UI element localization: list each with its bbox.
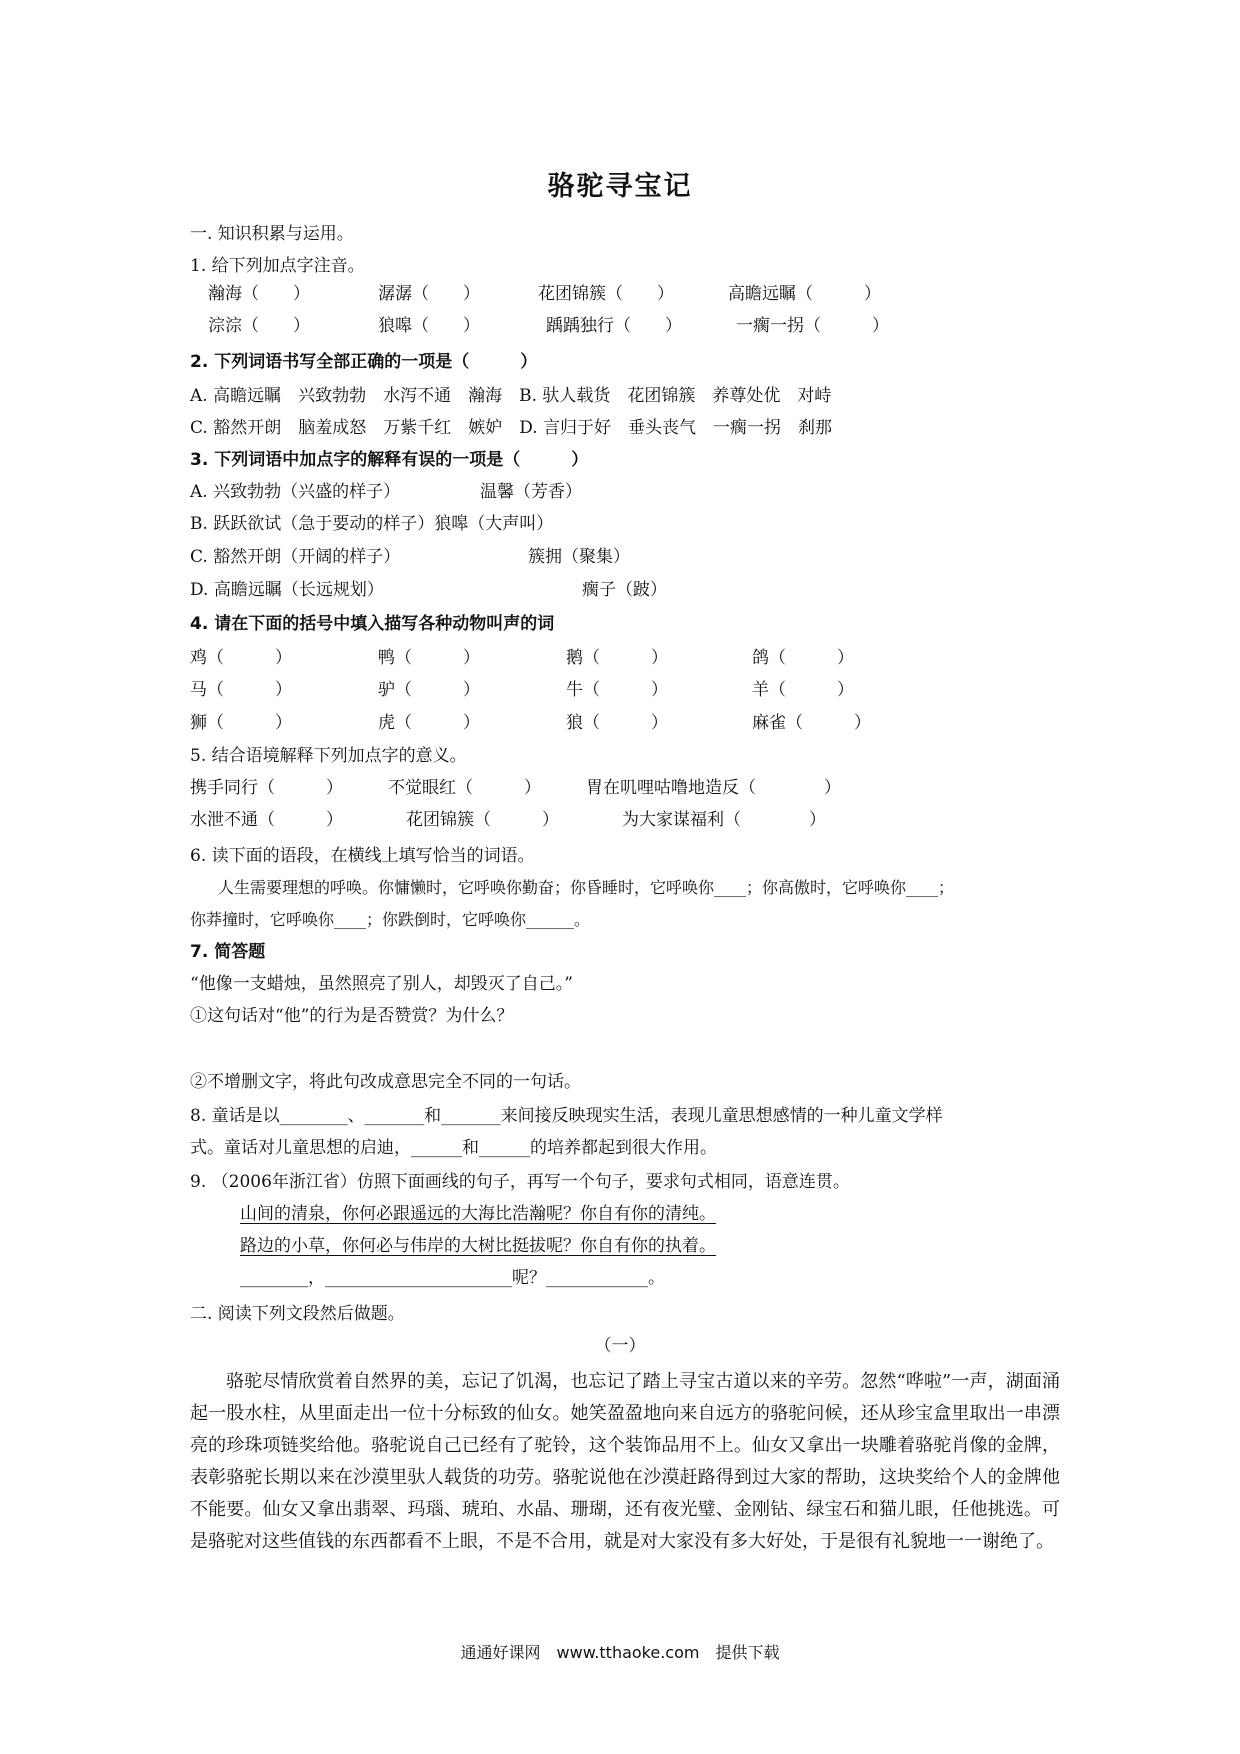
q1-item: 狼嗥（ ） [378, 316, 480, 336]
q6-label: 6. 读下面的语段，在横线上填写恰当的词语。 [190, 846, 535, 866]
reading-part-label: （一） [594, 1336, 646, 1356]
q3-label: 3. 下列词语中加点字的解释有误的一项是（ ） [190, 450, 589, 470]
q3-option-second: 簇拥（聚集） [528, 547, 630, 567]
q1-label: 1. 给下列加点字注音。 [190, 256, 365, 276]
q2-label: 2. 下列词语书写全部正确的一项是（ ） [190, 352, 538, 372]
q3-option: C. 豁然开朗（开阔的样子） [190, 547, 401, 567]
q1-item: 花团锦簇（ ） [538, 284, 674, 304]
q5-item: 为大家谋福利（ ） [622, 810, 826, 830]
section-2-heading: 二. 阅读下列文段然后做题。 [190, 1304, 405, 1324]
q4-item: 羊（ ） [752, 680, 854, 700]
q3-option: A. 兴致勃勃（兴盛的样子） [190, 482, 401, 502]
q4-item: 鸽（ ） [752, 648, 854, 668]
q5-item: 花团锦簇（ ） [406, 810, 559, 830]
section-1-heading: 一. 知识积累与运用。 [190, 224, 354, 244]
q4-item: 麻雀（ ） [752, 713, 871, 733]
q1-item: 踽踽独行（ ） [546, 316, 682, 336]
q5-label: 5. 结合语境解释下列加点字的意义。 [190, 746, 467, 766]
q2-option: A. 高瞻远瞩 兴致勃勃 水泻不通 瀚海 B. 驮人载货 花团锦簇 养尊处优 对峙 [190, 386, 832, 406]
q4-item: 鸡（ ） [190, 648, 292, 668]
q4-item: 狼（ ） [566, 713, 668, 733]
q1-item: 一瘸一拐（ ） [736, 316, 889, 336]
page-title: 骆驼寻宝记 [547, 171, 693, 202]
q5-item: 胃在叽哩咕噜地造反（ ） [586, 778, 841, 798]
q6-passage-line: 你莽撞时，它呼唤你____；你跌倒时，它呼唤你______。 [190, 910, 591, 929]
q3-option-second: 瘸子（跛） [582, 580, 667, 600]
q7-quote: “他像一支蜡烛，虽然照亮了别人，却毁灭了自己。” [190, 974, 573, 994]
q4-item: 鸭（ ） [378, 648, 480, 668]
q4-item: 狮（ ） [190, 713, 292, 733]
q5-item: 携手同行（ ） [190, 778, 343, 798]
q7-label: 7. 简答题 [190, 942, 266, 962]
reading-passage: 骆驼尽情欣赏着自然界的美，忘记了饥渴，也忘记了踏上寻宝古道以来的辛劳。忽然“哗啦”一声，湖面涌起一股水柱，从里面走出一位十分标致的仙女。她笑盈盈地向来自远方的骆驼问候，还从珍宝盒里取出一串漂亮的珍珠项链奖给他。骆驼说自己已经有了驼铃，这个装饰品用不上。仙女又拿出一块雕着骆驼肖像的金牌，表彰骆驼长期以来在沙漠里驮人载货的功劳。骆驼说他在沙漠赶路得到过大家的帮助，这块奖给个人的金牌他不能要。仙女又拿出翡翠、玛瑙、琥珀、水晶、珊瑚，还有夜光璧、金刚钻、绿宝石和猫儿眼，任他挑选。可是骆驼对这些值钱的东西都看不上眼，不是不合用，就是对大家没有多大好处，于是很有礼貌地一一谢绝了。 [190, 1371, 1060, 1552]
footer-source: 通通好课网 www.tthaoke.com 提供下载 [460, 1643, 780, 1662]
q4-item: 鹅（ ） [566, 648, 668, 668]
q4-item: 牛（ ） [566, 680, 668, 700]
q7-sub-question: ②不增删文字，将此句改成意思完全不同的一句话。 [190, 1072, 581, 1092]
q1-item: 淙淙（ ） [208, 316, 310, 336]
q5-item: 水泄不通（ ） [190, 810, 343, 830]
q1-item: 高瞻远瞩（ ） [728, 284, 881, 304]
q9-model-sentence: 山间的清泉，你何必跟遥远的大海比浩瀚呢？你自有你的清纯。 [240, 1204, 716, 1224]
q8-line: 式。童话对儿童思想的启迪，______和______的培养都起到很大作用。 [190, 1138, 717, 1158]
q6-passage-line: 人生需要理想的呼唤。你慵懒时，它呼唤你勤奋；你昏睡时，它呼唤你____；你高傲时，它呼唤你____； [218, 878, 955, 897]
q5-item: 不觉眼红（ ） [388, 778, 541, 798]
q7-sub-question: ①这句话对“他”的行为是否赞赏？为什么？ [190, 1006, 514, 1026]
q9-label: 9. （2006年浙江省）仿照下面画线的句子，再写一个句子，要求句式相同，语意连贯。 [190, 1172, 850, 1192]
q3-option: B. 跃跃欲试（急于要动的样子）狼嗥（大声叫） [190, 514, 554, 534]
q3-option: D. 高瞻远瞩（长远规划） [190, 580, 384, 600]
q9-answer-blank: ________，______________________呢？____________。 [240, 1268, 665, 1288]
q2-option: C. 豁然开朗 脑羞成怒 万紫千红 嫉妒 D. 言归于好 垂头丧气 一瘸一拐 刹那 [190, 418, 833, 438]
q9-model-sentence: 路边的小草，你何必与伟岸的大树比挺拔呢？你自有你的执着。 [240, 1236, 716, 1256]
q1-item: 潺潺（ ） [378, 284, 480, 304]
q1-item: 瀚海（ ） [208, 284, 310, 304]
q4-item: 马（ ） [190, 680, 292, 700]
q8-line: 8. 童话是以________、_______和_______来间接反映现实生活，表现儿童思想感情的一种儿童文学样 [190, 1106, 943, 1126]
q3-option-second: 温馨（芳香） [480, 482, 582, 502]
q4-item: 虎（ ） [378, 713, 480, 733]
q4-label: 4. 请在下面的括号中填入描写各种动物叫声的词 [190, 614, 555, 634]
q4-item: 驴（ ） [378, 680, 480, 700]
